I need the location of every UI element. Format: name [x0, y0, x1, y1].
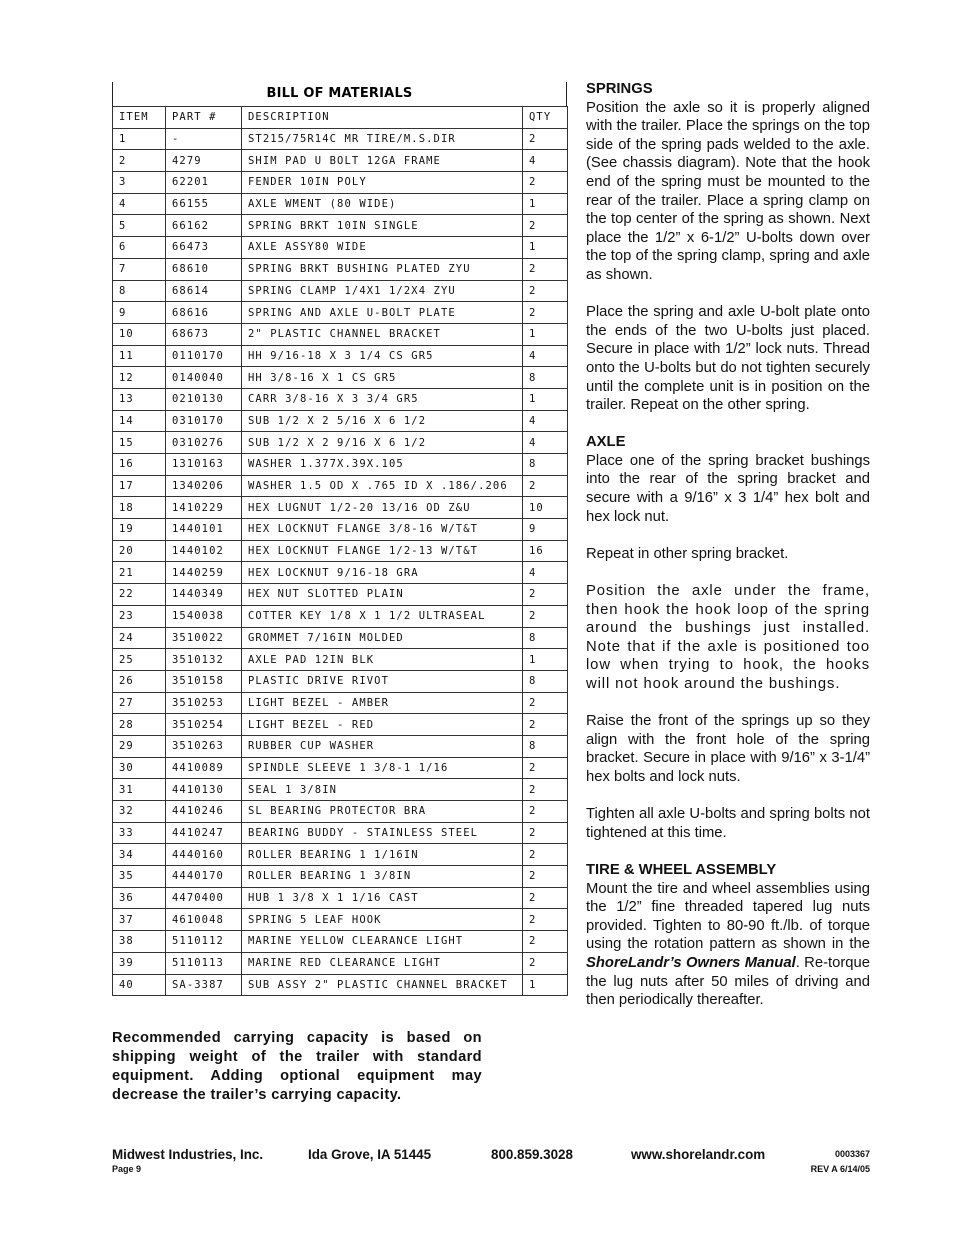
- bom-cell-qty: 2: [523, 822, 568, 844]
- bom-cell-item: 5: [113, 215, 166, 237]
- bom-row: [113, 475, 568, 497]
- bom-cell-qty: 2: [523, 779, 568, 801]
- tire-paragraph: [586, 880, 870, 1010]
- bom-cell-qty: 2: [523, 475, 568, 497]
- bom-cell-item: 31: [113, 779, 166, 801]
- bom-cell-part: 3510158: [166, 670, 242, 692]
- footer-website: www.shorelandr.com: [631, 1147, 766, 1162]
- bom-cell-item: 39: [113, 952, 166, 974]
- bom-row: [113, 584, 568, 606]
- bom-row: [113, 323, 568, 345]
- bom-cell-part: 68614: [166, 280, 242, 302]
- bom-cell-description: SEAL 1 3/8IN: [242, 779, 523, 801]
- bom-cell-part: 0310170: [166, 410, 242, 432]
- bom-cell-item: 12: [113, 367, 166, 389]
- bom-row: [113, 735, 568, 757]
- bom-cell-item: 6: [113, 237, 166, 259]
- bom-cell-qty: 2: [523, 844, 568, 866]
- bom-cell-item: 25: [113, 649, 166, 671]
- axle-paragraph-1: Place one of the spring bracket bushings into the rear of the spring bracket and secure with a 9/16” x 3 1/4” hex bolt and hex lock nut.: [586, 452, 870, 525]
- bom-cell-item: 11: [113, 345, 166, 367]
- bom-row: [113, 128, 568, 150]
- bom-cell-part: 3510263: [166, 735, 242, 757]
- bom-cell-item: 3: [113, 172, 166, 194]
- bom-cell-description: HEX NUT SLOTTED PLAIN: [242, 584, 523, 606]
- axle-paragraph-3: Position the axle under the frame, then hook the hook loop of the spring around the bushings just installed. Note that if the axle is positioned too low when trying to hook, the hooks will not hook around the bushings.: [586, 583, 870, 692]
- footer-location: Ida Grove, IA 51445: [308, 1147, 432, 1162]
- bom-cell-part: 0210130: [166, 388, 242, 410]
- bom-cell-description: SUB 1/2 X 2 9/16 X 6 1/2: [242, 432, 523, 454]
- bom-cell-part: 1340206: [166, 475, 242, 497]
- bom-cell-description: SPRING BRKT 10IN SINGLE: [242, 215, 523, 237]
- bom-cell-part: 1440349: [166, 584, 242, 606]
- bom-cell-description: AXLE PAD 12IN BLK: [242, 649, 523, 671]
- bom-cell-description: ST215/75R14C MR TIRE/M.S.DIR: [242, 128, 523, 150]
- bom-cell-description: COTTER KEY 1/8 X 1 1/2 ULTRASEAL: [242, 605, 523, 627]
- bom-cell-part: 4470400: [166, 887, 242, 909]
- bom-cell-description: GROMMET 7/16IN MOLDED: [242, 627, 523, 649]
- bom-row: [113, 432, 568, 454]
- bom-cell-qty: 10: [523, 497, 568, 519]
- bom-cell-part: 1440259: [166, 562, 242, 584]
- bom-row: [113, 388, 568, 410]
- bom-cell-qty: 4: [523, 345, 568, 367]
- bom-cell-qty: 1: [523, 388, 568, 410]
- bom-row: [113, 757, 568, 779]
- bom-cell-qty: 2: [523, 866, 568, 888]
- bom-cell-item: 35: [113, 866, 166, 888]
- bom-cell-item: 20: [113, 540, 166, 562]
- bom-cell-description: HH 3/8-16 X 1 CS GR5: [242, 367, 523, 389]
- bom-cell-part: 5110112: [166, 931, 242, 953]
- bom-cell-description: SPRING AND AXLE U-BOLT PLATE: [242, 302, 523, 324]
- axle-paragraph-4: Raise the front of the springs up so they align with the front hole of the spring bracket. Secure in place with 9/16” x 3-1/4” hex bolts and lock nuts.: [586, 713, 870, 785]
- bom-cell-item: 27: [113, 692, 166, 714]
- bom-cell-description: SUB 1/2 X 2 5/16 X 6 1/2: [242, 410, 523, 432]
- bom-title: BILL OF MATERIALS: [112, 82, 567, 106]
- bom-cell-item: 16: [113, 454, 166, 476]
- bom-cell-item: 1: [113, 128, 166, 150]
- bom-cell-part: 0310276: [166, 432, 242, 454]
- bom-row: [113, 193, 568, 215]
- bom-cell-qty: 4: [523, 432, 568, 454]
- bom-cell-part: 62201: [166, 172, 242, 194]
- bom-row: [113, 627, 568, 649]
- bom-cell-description: AXLE WMENT (80 WIDE): [242, 193, 523, 215]
- tire-heading: TIRE & WHEEL ASSEMBLY: [586, 861, 777, 878]
- bom-cell-description: FENDER 10IN POLY: [242, 172, 523, 194]
- footer-company: Midwest Industries, Inc.: [112, 1147, 264, 1162]
- tire-text-before: Mount the tire and wheel assemblies using the 1/2” fine threaded tapered lug nuts provided. Tighten to 80-90 ft./lb. of torque using the rotation pattern as shown in the: [586, 880, 870, 953]
- footer-doc-number: 0003367: [834, 1149, 870, 1159]
- bom-cell-description: SPRING 5 LEAF HOOK: [242, 909, 523, 931]
- bom-cell-item: 19: [113, 519, 166, 541]
- bom-cell-part: 66155: [166, 193, 242, 215]
- bom-cell-description: SPINDLE SLEEVE 1 3/8-1 1/16: [242, 757, 523, 779]
- bom-row: [113, 237, 568, 259]
- bom-header-row: [113, 107, 568, 129]
- bom-cell-qty: 2: [523, 258, 568, 280]
- col-header-part: PART #: [166, 107, 242, 129]
- bom-row: [113, 345, 568, 367]
- bom-cell-description: RUBBER CUP WASHER: [242, 735, 523, 757]
- bom-cell-part: 66162: [166, 215, 242, 237]
- bom-row: [113, 519, 568, 541]
- bom-table: [112, 106, 568, 996]
- bom-cell-qty: 9: [523, 519, 568, 541]
- bom-cell-part: 3510022: [166, 627, 242, 649]
- bom-cell-part: 1410229: [166, 497, 242, 519]
- axle-paragraph-5: Tighten all axle U-bolts and spring bolts not tightened at this time.: [586, 806, 870, 841]
- bom-cell-qty: 2: [523, 931, 568, 953]
- bom-cell-part: 4440170: [166, 866, 242, 888]
- springs-heading: SPRINGS: [586, 81, 653, 97]
- bom-cell-description: HUB 1 3/8 X 1 1/16 CAST: [242, 887, 523, 909]
- bom-cell-part: 1440102: [166, 540, 242, 562]
- bom-cell-description: HEX LOCKNUT FLANGE 1/2-13 W/T&T: [242, 540, 523, 562]
- bom-cell-qty: 8: [523, 670, 568, 692]
- bom-cell-qty: 1: [523, 193, 568, 215]
- bom-cell-part: 5110113: [166, 952, 242, 974]
- bom-row: [113, 150, 568, 172]
- bom-cell-part: 3510253: [166, 692, 242, 714]
- col-header-description: DESCRIPTION: [242, 107, 523, 129]
- bom-cell-description: ROLLER BEARING 1 1/16IN: [242, 844, 523, 866]
- bom-cell-item: 38: [113, 931, 166, 953]
- bom-cell-item: 29: [113, 735, 166, 757]
- capacity-note: Recommended carrying capacity is based on shipping weight of the trailer with standard equipment. Adding optional equipment may decrease the trailer’s carrying capacity.: [112, 1030, 482, 1103]
- bom-cell-qty: 2: [523, 584, 568, 606]
- axle-paragraph-2: Repeat in other spring bracket.: [586, 545, 789, 562]
- bom-row: [113, 540, 568, 562]
- footer-revision: REV A 6/14/05: [810, 1164, 870, 1174]
- bom-cell-part: 1310163: [166, 454, 242, 476]
- bom-cell-part: -: [166, 128, 242, 150]
- bom-cell-qty: 2: [523, 128, 568, 150]
- bom-cell-description: SHIM PAD U BOLT 12GA FRAME: [242, 150, 523, 172]
- bom-cell-qty: 4: [523, 150, 568, 172]
- bom-cell-qty: 8: [523, 454, 568, 476]
- bom-row: [113, 410, 568, 432]
- bom-cell-description: HEX LOCKNUT FLANGE 3/8-16 W/T&T: [242, 519, 523, 541]
- bom-cell-part: 0110170: [166, 345, 242, 367]
- bom-cell-item: 13: [113, 388, 166, 410]
- tire-text-after: . Re-torque the lug nuts after 50 miles of driving and then periodically thereafter.: [586, 954, 870, 1009]
- bom-cell-qty: 2: [523, 887, 568, 909]
- bom-cell-qty: 1: [523, 237, 568, 259]
- bom-cell-item: 37: [113, 909, 166, 931]
- bom-body: [113, 128, 568, 996]
- bom-cell-qty: 1: [523, 323, 568, 345]
- bom-cell-qty: 2: [523, 952, 568, 974]
- bom-cell-part: 4410089: [166, 757, 242, 779]
- bom-cell-item: 40: [113, 974, 166, 996]
- bom-cell-qty: 2: [523, 172, 568, 194]
- bom-cell-description: SPRING BRKT BUSHING PLATED ZYU: [242, 258, 523, 280]
- bom-cell-part: 1440101: [166, 519, 242, 541]
- bom-row: [113, 931, 568, 953]
- bom-cell-description: WASHER 1.5 OD X .765 ID X .186/.206: [242, 475, 523, 497]
- bom-cell-part: 4440160: [166, 844, 242, 866]
- bom-cell-item: 23: [113, 605, 166, 627]
- bom-cell-qty: 2: [523, 280, 568, 302]
- bom-cell-part: 4410247: [166, 822, 242, 844]
- bom-cell-qty: 1: [523, 974, 568, 996]
- bom-cell-description: MARINE YELLOW CLEARANCE LIGHT: [242, 931, 523, 953]
- bom-cell-qty: 8: [523, 735, 568, 757]
- springs-paragraph-1: Position the axle so it is properly aligned with the trailer. Place the springs on the top side of the spring pads welded to the axle. (See chassis diagram). Note that the hook end of the spring must be mounted to the rear of the trailer. Place a spring clamp on the top center of the spring as shown. Next place the 1/2” x 6-1/2” U-bolts down over the top of the spring clamp, spring and axle as shown.: [586, 99, 870, 283]
- bom-cell-qty: 2: [523, 714, 568, 736]
- bom-cell-item: 28: [113, 714, 166, 736]
- bom-cell-description: WASHER 1.377X.39X.105: [242, 454, 523, 476]
- bom-cell-description: 2" PLASTIC CHANNEL BRACKET: [242, 323, 523, 345]
- bom-row: [113, 649, 568, 671]
- bom-cell-qty: 8: [523, 367, 568, 389]
- bom-cell-description: HH 9/16-18 X 3 1/4 CS GR5: [242, 345, 523, 367]
- bom-row: [113, 909, 568, 931]
- bom-row: [113, 562, 568, 584]
- footer-phone: 800.859.3028: [491, 1147, 573, 1162]
- col-header-qty: QTY: [523, 107, 568, 129]
- bom-cell-qty: 2: [523, 302, 568, 324]
- bom-cell-item: 15: [113, 432, 166, 454]
- bom-row: [113, 887, 568, 909]
- bom-cell-part: 3510132: [166, 649, 242, 671]
- bom-cell-part: 68610: [166, 258, 242, 280]
- bom-cell-description: ROLLER BEARING 1 3/8IN: [242, 866, 523, 888]
- bom-row: [113, 367, 568, 389]
- bom-row: [113, 822, 568, 844]
- axle-heading: AXLE: [586, 434, 626, 451]
- bom-cell-description: HEX LOCKNUT 9/16-18 GRA: [242, 562, 523, 584]
- bom-cell-item: 26: [113, 670, 166, 692]
- bom-cell-qty: 1: [523, 649, 568, 671]
- bom-row: [113, 974, 568, 996]
- bom-cell-part: SA-3387: [166, 974, 242, 996]
- bom-row: [113, 714, 568, 736]
- bom-row: [113, 779, 568, 801]
- springs-paragraph-2: Place the spring and axle U-bolt plate onto the ends of the two U-bolts just placed. Secure in place with 1/2” lock nuts. Thread onto the U-bolts but do not tighten securely until the complete unit is in position on the trailer. Repeat on the other spring.: [586, 304, 870, 414]
- bom-cell-qty: 16: [523, 540, 568, 562]
- bom-cell-qty: 4: [523, 562, 568, 584]
- bom-cell-description: MARINE RED CLEARANCE LIGHT: [242, 952, 523, 974]
- bom-cell-description: SPRING CLAMP 1/4X1 1/2X4 ZYU: [242, 280, 523, 302]
- bom-cell-description: BEARING BUDDY - STAINLESS STEEL: [242, 822, 523, 844]
- owners-manual-title: ShoreLandr’s Owners Manual: [586, 954, 796, 971]
- bom-row: [113, 454, 568, 476]
- bom-cell-item: 32: [113, 801, 166, 823]
- bom-cell-description: SUB ASSY 2" PLASTIC CHANNEL BRACKET: [242, 974, 523, 996]
- bom-cell-description: LIGHT BEZEL - RED: [242, 714, 523, 736]
- bom-cell-item: 24: [113, 627, 166, 649]
- bom-cell-item: 2: [113, 150, 166, 172]
- bom-cell-description: PLASTIC DRIVE RIVOT: [242, 670, 523, 692]
- bom-cell-item: 18: [113, 497, 166, 519]
- bom-row: [113, 302, 568, 324]
- bom-cell-part: 68616: [166, 302, 242, 324]
- bom-cell-item: 9: [113, 302, 166, 324]
- col-header-item: ITEM: [113, 107, 166, 129]
- bom-cell-description: SL BEARING PROTECTOR BRA: [242, 801, 523, 823]
- bom-cell-part: 68673: [166, 323, 242, 345]
- bom-cell-item: 36: [113, 887, 166, 909]
- bom-cell-item: 4: [113, 193, 166, 215]
- bom-cell-part: 4410130: [166, 779, 242, 801]
- bom-cell-qty: 2: [523, 215, 568, 237]
- bom-cell-item: 30: [113, 757, 166, 779]
- bill-of-materials: [112, 82, 567, 996]
- bom-row: [113, 280, 568, 302]
- bom-cell-description: HEX LUGNUT 1/2-20 13/16 OD Z&U: [242, 497, 523, 519]
- instructions-column: [586, 80, 870, 1028]
- bom-row: [113, 952, 568, 974]
- bom-cell-item: 17: [113, 475, 166, 497]
- bom-cell-item: 7: [113, 258, 166, 280]
- bom-cell-item: 14: [113, 410, 166, 432]
- bom-cell-qty: 2: [523, 757, 568, 779]
- bom-row: [113, 844, 568, 866]
- bom-cell-part: 4410246: [166, 801, 242, 823]
- bom-cell-qty: 2: [523, 801, 568, 823]
- bom-row: [113, 801, 568, 823]
- bom-cell-qty: 2: [523, 692, 568, 714]
- bom-cell-item: 33: [113, 822, 166, 844]
- bom-cell-part: 1540038: [166, 605, 242, 627]
- bom-row: [113, 172, 568, 194]
- bom-cell-description: CARR 3/8-16 X 3 3/4 GR5: [242, 388, 523, 410]
- bom-row: [113, 605, 568, 627]
- bom-row: [113, 670, 568, 692]
- bom-cell-part: 0140040: [166, 367, 242, 389]
- bom-row: [113, 215, 568, 237]
- bom-cell-part: 4279: [166, 150, 242, 172]
- bom-row: [113, 497, 568, 519]
- bom-cell-description: AXLE ASSY80 WIDE: [242, 237, 523, 259]
- bom-cell-part: 3510254: [166, 714, 242, 736]
- bom-cell-qty: 2: [523, 605, 568, 627]
- bom-cell-qty: 4: [523, 410, 568, 432]
- bom-cell-item: 8: [113, 280, 166, 302]
- bom-cell-item: 21: [113, 562, 166, 584]
- bom-row: [113, 866, 568, 888]
- bom-cell-qty: 8: [523, 627, 568, 649]
- bom-row: [113, 258, 568, 280]
- bom-cell-part: 66473: [166, 237, 242, 259]
- bom-cell-item: 10: [113, 323, 166, 345]
- bom-cell-qty: 2: [523, 909, 568, 931]
- footer-page-number: Page 9: [112, 1164, 142, 1174]
- bom-cell-description: LIGHT BEZEL - AMBER: [242, 692, 523, 714]
- bom-cell-item: 34: [113, 844, 166, 866]
- bom-cell-part: 4610048: [166, 909, 242, 931]
- bom-cell-item: 22: [113, 584, 166, 606]
- bom-row: [113, 692, 568, 714]
